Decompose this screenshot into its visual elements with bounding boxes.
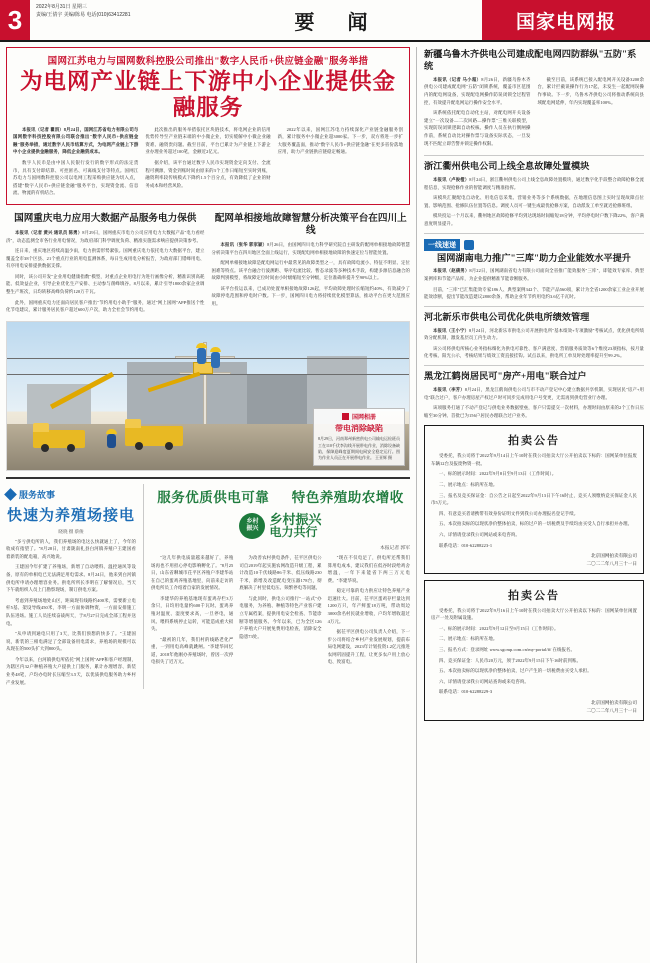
village-body	[151, 554, 410, 669]
auction-notice-1	[424, 425, 644, 573]
service-story-title: 快速为养殖场接电	[6, 507, 135, 524]
article-paragraph: 该系统依托配电自动化主站，对配电网开关设备建立"一次设备—二次回路—操作票"三维关联模型，实现防误闭锁逻辑自动校核。操作人员在执行倒闸操作前，系统自动比对操作票与设备实际状态，一旦发现不匹配立即告警并锁定操作权限。	[424, 110, 531, 146]
article-paragraph: 模块投运一个月以来，衢州地区故障抢修平均到达现场时间缩短18分钟，平均停电时户数下降22%，客户满意度明显提升。	[424, 213, 644, 226]
notice-paragraph: 一、标的展示时间：2022年9月12日至9月15日（工作时间）。	[439, 625, 559, 631]
diamond-icon	[4, 488, 17, 501]
auction-notice-2	[424, 580, 644, 721]
lead-dateline: 本报讯（记者 瞿涓）8月24日，国网江苏省电力有限公司与国网数字科技控股有限公司联合推出"数字人民币+供应链金融"服务举措，通过数字人民币结算方式，为电网产业链上下游中小企业提供金融服务，降低企业融资成本。	[13, 126, 139, 155]
notice-paragraph: 五、本次拍卖标的以现状净价整体拍卖，标的过户的一切税费及手续均由买受人自行承担并办理。	[439, 521, 633, 527]
article-title: 浙江衢州供电公司上线全息故障处置模块	[424, 161, 590, 172]
article-paragraph: 同时，该公司开发"企业用电健康指数"模型，对重点企业用电行为进行画像分析，精准识别高耗能、低效益企业，引导企业优化生产安排、主动参与削峰填谷。8月以来，累计引导1800余家企业调整生产班次，日均转移高峰负荷约120万千瓦。	[6, 273, 205, 294]
article-paragraph: 8月24日，黑龙江鹤岗供电公司与市不动产登记中心建立数据共享机制，实现居民"房产+用电"联合过户，客户办理房屋产权过户时可同步完成用电户号变更，无需再到供电营业厅办理。	[424, 387, 645, 400]
notice-paragraph: 六、详情请登录我公司网站查询或来电咨询。	[439, 678, 529, 684]
village-logo-line2: 电力共行	[269, 525, 318, 540]
photo-caption	[313, 408, 405, 466]
article-paragraph: 8月26日，由国网四川电力科学研究院自主研发的配网单相接地故障智慧分析决策平台在四川地区全面上线运行，实现配电网单相接地故障的快速定位与智能处置。	[211, 241, 411, 255]
article-dateline: 本报讯（记者 马小超）	[433, 76, 482, 82]
notice-paragraph: 四、有意竞买者请携带有效身份证明文件到我公司办理报名登记手续。	[439, 510, 579, 516]
article-paragraph: 8月26日，新疆乌鲁木齐供电公司建成配电网"五防"闭锁系统，覆盖市区范围内的配电网设备，实现配电网操作防误闭锁全过程管控，有效提升配电网运行操作安全水平。	[424, 76, 531, 105]
article-paragraph: 8月29日，国网重庆市电力公司应用电力大数据产品"电力看经济"，动态监测全市各行业用电情况，为政府部门科学调度负荷、精准实施需求响应提供决策参考。	[6, 229, 205, 243]
article-paragraph: 该平台投运以来，已成功处置单相接地故障126起，平均故障处理时长缩短约40%，有效减少了故障停电范围和停电时户数。下一步，国网四川电力将持续优化模型算法，推动平台在更大范围应用。	[211, 285, 410, 306]
article-paragraph: 据茌平区供电公司负责人介绍，下一步公司将结合乡村产业发展规划，提前布局电网建设，2023年计划投资1.2亿元推进农网巩固提升工程，让更多农户用上放心电、致富电。	[327, 629, 410, 665]
lead-kicker: 国网江苏电力与国网数科控股公司推出"数字人民币+供应链金融"服务举措	[47, 57, 369, 67]
photo-block	[6, 321, 410, 471]
article-paragraph: "从申请到通电只用了3天，比我们预想的快多了。"王建国说，新装的三相电满足了全部设备用电需求，养殖场的规模可以从现在的500头扩大到800头。	[6, 631, 136, 652]
article-paragraph: "最初的几年，我们村的线路老化严重，一到用电高峰就跳闸。"李建华回忆道，2018年他刚办养殖场时，曾因一次停电损失了近万元。	[151, 636, 234, 665]
article-paragraph: 此外，国网重庆电力还面向居民客户推出"节约用电小助手"服务，通过"网上国网"APP推送个性化节电建议，累计服务居民客户超过600万户次，助力全社会节约用电。	[6, 299, 205, 313]
service-story-tag	[6, 488, 136, 501]
page-number: 3	[0, 0, 30, 40]
article-dateline: 本报讯（王小宁）	[433, 327, 469, 333]
article-paragraph: 今年以来，白河镇供电所依托"网上国网"APP和客户经理制，为辖区内32户种植养殖大户提供上门服务，累计办理增容、新装业务48笔，户均办电时长压缩至3.5天，以优质供电服务助力乡村产业发展。	[6, 656, 136, 685]
service-story-byline: 晓晓 摄 蔡俊	[58, 528, 84, 534]
secondary-articles	[6, 210, 410, 317]
notice-signature-date: 二〇二二年八月三十一日	[586, 560, 637, 566]
village-logo-line1: 乡村振兴	[269, 511, 322, 527]
notice-paragraph: 二、展示地点：标的所在地。	[439, 636, 498, 642]
notice-paragraph: 受委托，我公司将于2022年9月16日上午10时在我公司拍卖大厅公开拍卖以下标的：国网某单位闲置房产一处及附属设施。	[431, 607, 637, 621]
lead-paragraph: 数字人民币是由中国人民银行发行的数字形式的法定货币，具有支付即结算、可控匿名、可离线支付等特点。国网江苏电力与国网数科控股公司以电网工程采购供应链为切入点，搭建"数字人民币+供应链金融"服务平台，实现资金流、信息流、物流的有机结合。	[13, 160, 139, 196]
article-paragraph: 8月24日，浙江衢州供电公司上线全息故障处置模块，通过数字化手段整合故障抢修全流程信息，实现抢修作业的智能调度与精准指挥。	[424, 177, 644, 190]
article-paragraph: 该项服务打通了不动产登记与供电业务数据壁垒，客户只需提交一次材料，办理时间由原来的2个工作日压缩至30分钟。首批已为156户居民办理联合过户业务。	[424, 405, 644, 418]
notice-paragraph: 六、详情请登录我公司网站或来电咨询。	[439, 531, 520, 537]
article-paragraph: "这几年供电质量越来越好了，养殖场再也不用担心停电影响孵化了。"8月25日，山东省聊城市茌平区养殖户李建华站在自己的蛋鸡养殖基地里，向前来走访的供电所员工介绍着自家的发展情况。	[151, 554, 234, 591]
page-body	[0, 42, 650, 963]
article-chongqing	[6, 210, 205, 317]
notice-signature-org: 北京国网拍卖有限公司	[591, 553, 637, 559]
article-title: 河北新乐市供电公司优化供电所绩效管理	[424, 311, 590, 322]
article-paragraph: 目前，"三库"已汇集能效专家186人、典型案例342个、节能产品560项，累计为全省1200余家工业企业开展能效诊断，提出节能改造建议2800余条，帮助企业年节约用电约3.6亿千瓦时。	[424, 286, 644, 300]
frontline-ribbon	[424, 239, 644, 251]
notice-heading: 拍卖公告	[508, 435, 560, 448]
notice-signature-date: 二〇二二年八月三十一日	[586, 707, 637, 713]
ribbon-icon	[464, 240, 474, 250]
village-logo-icon: 乡村 振兴	[239, 513, 265, 539]
notice-paragraph: 五、本次拍卖标的以现状净价整体拍卖，过户产生的一切税费由买受人承担。	[439, 668, 592, 674]
service-story-body	[6, 538, 136, 686]
article-dateline: 本报讯（卢俊橙）	[433, 177, 470, 183]
lead-article	[6, 47, 410, 205]
photo-badge	[318, 412, 400, 421]
notice-signature-org: 北京国网拍卖有限公司	[591, 699, 637, 705]
article-paragraph: 配网单相接地故障是配电网运行中最常见的故障类型之一，具有故障电流小、特征不明显、定位困难等特点。该平台融合行波测距、零序电流比较、暂态录波等多种技术手段，构建多源信息融合的故障判别模型，将故障定位时间由小时级缩短至分钟级，定位准确率提升至90%以上。	[211, 260, 410, 281]
article-title: 黑龙江鹤岗居民可"房产+用电"联合过户	[424, 371, 587, 382]
frontline-tag: 一线速递	[424, 239, 460, 251]
right-column	[416, 47, 644, 963]
article-sichuan	[212, 210, 411, 317]
village-headline-left: 服务优质供电可靠	[157, 489, 270, 505]
article-paragraph: 8月22日，国网湖南省电力有限公司面向全省推广能效服务"三库"，即能效专家库、典型案例库和节能产品库，为企业提供精准节能诊断服务。	[424, 268, 644, 282]
bottom-section	[6, 484, 410, 689]
article-paragraph: 该公司将供电所核心业务指标细化为供电可靠性、客户满意度、营销服务质效等6个维度23项指标，按月量化考核、阳光公示，考核结果与绩效工资直接挂钩。试点以来，供电所工单及时处理率提升至99.2%。	[424, 345, 644, 359]
article-dateline: 本报讯（张华 郭家颖）	[220, 241, 268, 247]
notice-paragraph: 一、标的展示时间：2022年9月8日至9月13日（工作时间）。	[439, 471, 557, 477]
left-columns	[6, 47, 416, 963]
photo-badge-label: 国网相册	[351, 415, 376, 422]
village-logo-text	[269, 513, 321, 539]
village-headline-right: 特色养殖助农增收	[291, 489, 404, 505]
notice-paragraph: 受委托，我公司将于2022年9月14日上午10时在我公司拍卖大厅公开拍卖以下标的：国网某单位报废车辆12台及报废物资一批。	[431, 453, 637, 466]
notice-heading: 拍卖公告	[508, 589, 560, 602]
photo-caption-text: 8月29日，河南郑州新密供电公司输电运检班员工在110千伏李沟线开展带电作业，消除设备缺陷，保障迎峰度夏期间电网安全稳定运行。图为作业人员正在开展带电作业。 王亚辉 摄	[318, 436, 400, 461]
news-photo	[6, 321, 410, 471]
article-title: 国网重庆电力应用大数据产品服务电力保供	[14, 212, 197, 224]
photo-caption-title: 带电消除缺陷	[335, 424, 383, 434]
article-dateline: 本报讯（李芳）	[433, 387, 465, 393]
lead-column-2	[145, 126, 270, 200]
editor-credits: 责编/王倩宇 美编/陈易 电话(010)63412281	[36, 12, 131, 18]
service-story	[6, 484, 136, 689]
article-paragraph: 连日来，重庆地区持续高温少雨，电力供需形势紧张。国网重庆电力依托电力大数据平台，建立覆盖全市38个区县、21个重点行业的用电监测体系，每日生成用电分析报告，为政府部门错峰用电、有序用电安排提供数据支撑。	[6, 248, 205, 269]
paper-logo: 国家电网报	[482, 0, 650, 40]
service-story-tag-label: 服务故事	[19, 489, 56, 500]
publication-date: 2022年8月31日 星期三	[36, 4, 87, 10]
notice-paragraph: 三、报名方式：登录网址 www.sgcmp.com.cn/my-portal/#/ 在线报名。	[439, 647, 576, 653]
article-paragraph: 考虑到养殖场地处山区，距离现有线路约400米，需要新立电杆5基、架设导线450米，李明一方面协调物资，一方面安排施工队伍进场。施工人员连续奋战两天，于8月27日完成全部工程并送电。	[6, 597, 136, 626]
section-title: 要 闻	[294, 11, 382, 34]
article-paragraph: "现在不仅电足了，供电所还帮我们算用电成本，建议我们在低谷时段给鸡舍增温，一年下来能省下两三万元电费。"李建华说。	[327, 554, 410, 583]
article-paragraph: 8月24日，河北新乐市供电公司开展供电所"基本绩效+专项激励"考核试点，优化供电所绩效分配机制，激发基层员工内生动力。	[424, 327, 644, 341]
article-paragraph: 与此同时，供电公司推行"一站式"办电服务，为养殖、种植等特色产业客户建立专属档案，提供用电安全检查、节能诊断等增值服务。今年以来，已为全区126户养殖大户开展免费用电检查，消除安全隐患73处。	[239, 595, 322, 639]
article-paragraph: "多亏供电所的人，我们养殖场的电这么快就通上了，今年的收成有指望了。"8月28日，甘肃陇南礼县白河镇养殖户王建国看着新装的配电箱，高兴地说。	[6, 538, 136, 559]
article-paragraph: 为改善农村供电条件，茌平区供电公司自2019年起实施农网改造升级工程，累计改造10千伏线路86千米、低压线路230千米，新增及改造配电变压器178台，彻底解决了村里低电压、频繁停电等问题。	[239, 554, 322, 591]
article-paragraph: 截至目前，该系统已接入配电网开关设备3200余台，累计拦截误操作行为17起，未发生一起配网误操作事故。下一步，乌鲁木齐供电公司将推动系统向县域配电网延伸，年内实现覆盖率100%。	[537, 76, 644, 105]
lead-paragraph: 据介绍，该平台通过数字人民币实现资金定向支付、全流程可溯源，资金到账时间由原来的3个工作日缩短至实时到账，融资利率较传统模式下降约1.5个百分点，有效降低了企业的财务成本和经营风险。	[145, 160, 271, 188]
notice-paragraph: 三、报名及竞买保证金：自公告之日起至2022年9月13日下午16时止，竞买人须缴纳竞买保证金人民币5万元。	[431, 492, 637, 506]
lead-column-3	[278, 126, 403, 200]
notice-contact: 联系电话：010-62288229-3	[439, 689, 493, 695]
lead-headline: 为电网产业链上下游中小企业提供金融服务	[19, 69, 396, 120]
notice-paragraph: 四、竞买保证金：人民币20万元，须于2022年9月15日下午16时前到账。	[439, 657, 582, 663]
lead-paragraph: 2022年以来，国网江苏电力持续深化产业链金融服务创新，累计服务中小微企业超3000家。下一步，双方将进一步扩大服务覆盖面，推动"数字人民币+供应链金融"在更多省份落地应用，助力产业链供应链稳定畅通。	[277, 126, 403, 155]
article-title: 配网单相接地故障智慧分析决策平台在四川上线	[214, 212, 407, 236]
village-revitalization-logo	[227, 513, 335, 539]
article-title: 新疆乌鲁木齐供电公司建成配电网四防群纵"五防"系统	[424, 49, 637, 71]
article-title: 国网湖南电力推广"三库"助力企业能效水平提升	[437, 252, 631, 263]
lead-column-1	[13, 126, 138, 200]
article-paragraph: 李建华的养殖基地现有蛋鸡存栏3万余只，日均用电量约600千瓦时。蛋鸡养殖对温度、湿度要求高，一旦停电，通风、喂料系统停止运转，可能造成重大损失。	[151, 595, 234, 632]
notice-paragraph: 二、展示地点：标的所在地。	[439, 482, 498, 488]
masthead	[0, 0, 650, 42]
article-dateline: 本报讯（赵倩男）	[433, 268, 470, 274]
article-dateline: 本报讯（记者 黄兴 通讯员 陈勇）	[15, 229, 83, 235]
lead-paragraph: 此次推出的服务举措依托区块链技术，将电网企业的信用优势传导至产业链末端的中小微企业，切实缓解中小微企业融资难、融资贵问题。截至目前，平台已累计为产业链上下游企业办理业务超过100笔，金额近2亿元。	[145, 126, 271, 155]
article-paragraph: 王建国今年扩建了养殖场，新增了自动喂料、温控通风等设备，原有的单相电已无法满足用电需求。8月24日，他来到白河镇供电所申请办理增容业务。供电所所长李明在了解情况后，当天下午就组织人员上门勘察现场，制订供电方案。	[6, 564, 136, 593]
article-paragraph: 该模块汇聚配电自动化、用电信息采集、营销业务等多个系统数据，在地理信息图上实时呈现故障点位置、影响范围、抢修队伍位置等信息。调度人员可一键生成最优抢修方案，自动派发工单至就近抢修班组。	[424, 195, 644, 208]
village-feature	[143, 484, 410, 689]
camera-icon	[342, 413, 349, 420]
masthead-meta	[30, 0, 180, 40]
article-paragraph: 稳定可靠的电力供应让特色养殖产业迅速壮大。目前，茌平区蛋鸡存栏量达到1200万只，年产鲜蛋18万吨，带动周边3000余名村民就业增收，户均年增收超过4万元。	[327, 588, 410, 624]
village-byline: 本报记者 郭军	[380, 545, 410, 551]
notice-contact: 联系电话：010-62288223-1	[439, 542, 493, 548]
